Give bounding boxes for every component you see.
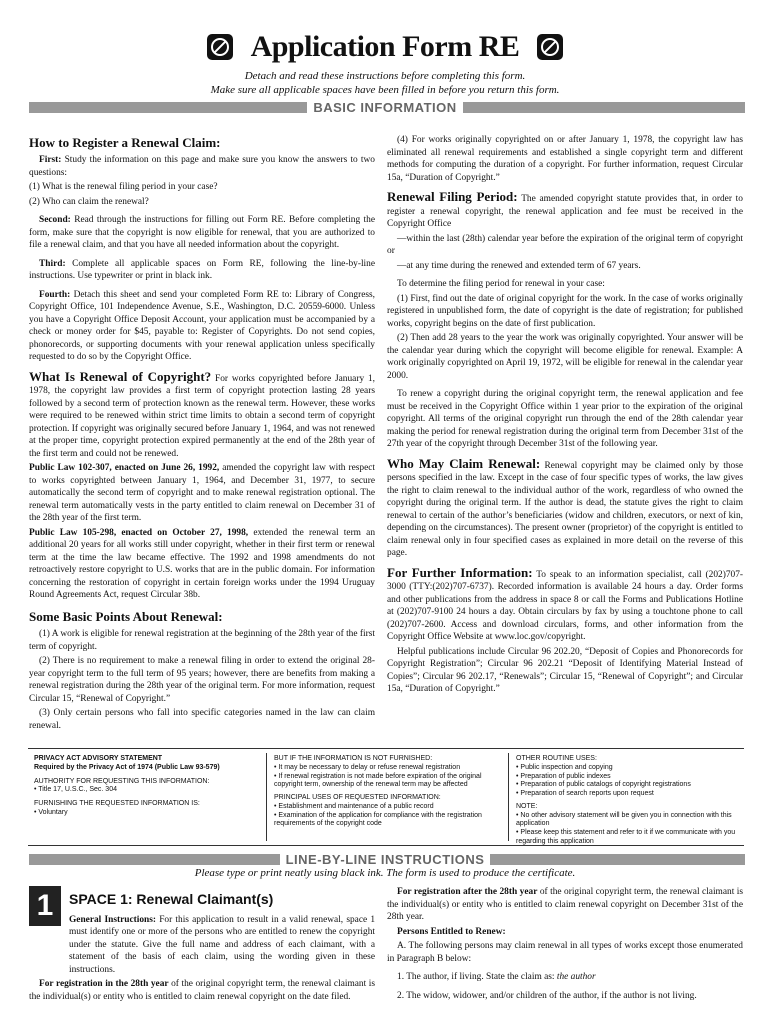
- filing-period-text-2: —within the last (28th) calendar year before the expiration of the original term of copyright or: [387, 233, 743, 256]
- principal-use-1: • Establishment and maintenance of a public record: [274, 802, 434, 810]
- not-furnished-item-2: • If renewal registration is not made before expiration of the original copyright term, ownership of the renewal term may be affected: [274, 772, 482, 789]
- copyright-logo-icon: [207, 34, 233, 60]
- furnishing-item: • Voluntary: [34, 808, 68, 816]
- space1-left-column: [29, 890, 375, 1005]
- filing-period-text-3: —at any time during the renewed and extended term of 67 years.: [397, 260, 641, 271]
- registration-28th-label: For registration in the 28th year: [39, 979, 169, 990]
- privacy-column-1: [34, 755, 256, 818]
- heading-renewal-filing-period: Renewal Filing Period:: [387, 189, 518, 204]
- section-title-line-by-line: LINE-BY-LINE INSTRUCTIONS: [280, 852, 491, 867]
- line-by-line-subtitle: Please type or print neatly using black ink. The form is used to produce the certificate.: [194, 867, 576, 879]
- basic-point-1: (1) A work is eligible for renewal registration at the beginning of the 28th year of the first term of copyright.: [29, 629, 375, 652]
- routine-use-1: • Public inspection and copying: [516, 763, 613, 771]
- person-1-claim: the author: [556, 972, 596, 982]
- space1-right-column: [387, 886, 743, 1004]
- second-text: Read through the instructions for filling out Form RE. Before completing the form, make sure that the copyright is now eligible for renewal, that you are authorized to file a renewal claim, and that you have all needed information about the copyright.: [29, 215, 376, 251]
- filing-period-text-5: (1) First, find out the date of original copyright for the work. In the case of works originally registered in unpublished form, the date of copyright is the date of registration; for published works, copyright begins on the date of first publication.: [387, 293, 743, 329]
- privacy-act-box: [28, 748, 744, 846]
- authority-item: • Title 17, U.S.C., Sec. 304: [34, 786, 117, 794]
- heading-basic-points: Some Basic Points About Renewal:: [29, 608, 223, 624]
- person-2: 2. The widow, widower, and/or children of the author, if the author is not living.: [397, 990, 697, 1001]
- registration-after-text: of the original copyright term, the renewal claimant is the individual(s) or entity who is entitled to claim renewal copyright on December 31st of the 28th year.: [387, 887, 744, 922]
- heading-further-information: For Further Information:: [387, 564, 533, 580]
- further-information-text: To speak to an information specialist, call (202)707-3000 (TTY:(202)707-6737). Recorded information is available 24 hours a day. Order forms and other publications from the address in space 8 or call the Forms and Publications Hotline at (202)707-9100 24 hours a day. Obtain circulars by fax by using a touchtone phone to call (202)707-2600. Access and download circulars, forms, and other information from the Copyright Office Website at www.loc.gov/copyright.: [387, 569, 743, 642]
- basic-point-2: (2) There is no requirement to make a renewal filing in order to extend the original 28-year copyright term to the full term of 95 years; however, there are benefits from making a renewal registration during the 28th year of the original term. For more information, request Circular 15, “Renewal of Copyright.”: [29, 656, 375, 704]
- fourth-label: Fourth:: [39, 289, 71, 300]
- third-text: Complete all applicable spaces on Form RE, following the line-by-line instructions. Use typewriter or print in black ink.: [29, 258, 376, 282]
- right-column: [387, 134, 743, 698]
- routine-use-2: • Preparation of public indexes: [516, 772, 611, 780]
- registration-28th-text: of the original copyright term, the renewal claimant is the individual(s) or entity who is entitled to claim renewal copyright on the date filed.: [29, 979, 376, 1002]
- routine-use-4: • Preparation of search reports upon request: [516, 790, 654, 797]
- question-1: (1) What is the renewal filing period in your case?: [29, 182, 218, 193]
- public-law-2-label: Public Law 105-298, enacted on October 27, 1998,: [29, 527, 249, 538]
- persons-entitled-heading: Persons Entitled to Renew:: [397, 926, 506, 937]
- privacy-subtitle: Required by the Privacy Act of 1974 (Public Law 93-579): [34, 763, 220, 771]
- helpful-publications-text: Helpful publications include Circular 96 202.20, “Deposit of Copies and Phonorecords for Copyright Registration”; Circular 96 202.21 “Deposit of Identifying Material Instead of Copies”; Circular 96 202.17, “Renewals”; Circular 15, “Renewal of Copyright”; and Circular 15a, “Duration of Copyright.”: [387, 646, 743, 694]
- filing-period-text-4: To determine the filing period for renewal in your case:: [397, 279, 605, 289]
- subtitle-line-1: Detach and read these instructions before completing this form.: [244, 70, 526, 82]
- not-furnished-heading: BUT IF THE INFORMATION IS NOT FURNISHED:: [274, 755, 433, 762]
- authority-heading: AUTHORITY FOR REQUESTING THIS INFORMATION:: [34, 777, 210, 785]
- page-title: Application Form RE: [250, 30, 520, 63]
- subtitle-line-2: Make sure all applicable spaces have been filled in before you return this form.: [210, 84, 560, 96]
- question-2: (2) Who can claim the renewal?: [29, 196, 149, 207]
- space1-title: SPACE 1: Renewal Claimant(s): [69, 891, 274, 907]
- form-header: [0, 30, 770, 64]
- second-label: Second:: [39, 215, 71, 226]
- general-instructions-text: For this application to result in a valid renewal, space 1 must identify one or more of the persons who are entitled to renew the copyright under the statute. Give the full name and address of each claimant, with a statement of the basis of each claim, using the wording given in these instructions.: [69, 914, 376, 975]
- heading-who-may-claim: Who May Claim Renewal:: [387, 455, 541, 471]
- privacy-column-2: [274, 755, 500, 829]
- person-1: 1. The author, if living. State the claim as:: [397, 972, 555, 982]
- routine-uses-heading: OTHER ROUTINE USES:: [516, 755, 597, 762]
- privacy-divider: [508, 753, 509, 841]
- filing-period-text-6: (2) Then add 28 years to the year the work was originally copyrighted. Your answer will be the calendar year during which the copyright will become eligible for renewal. Example: A work originally copyrighted on April 19, 1972, will be eligible for renewal in the calendar year 2000.: [387, 333, 743, 381]
- heading-how-to-register: How to Register a Renewal Claim:: [29, 135, 221, 150]
- section-title-basic-information: BASIC INFORMATION: [307, 100, 462, 115]
- privacy-divider: [266, 753, 267, 841]
- first-text: Study the information on this page and make sure you know the answers to two questions:: [29, 155, 375, 178]
- public-law-1-text: amended the copyright law with respect to works copyrighted between January 1, 1964, and December 31, 1977, to secure automatically the second term of copyright and to make renewal registration optional. The renewal term automatically vests in the party entitled to claim renewal on December 31 of the 28th year of the first term.: [29, 463, 376, 524]
- privacy-column-3: [516, 755, 740, 847]
- principal-uses-heading: PRINCIPAL USES OF REQUESTED INFORMATION:: [274, 794, 441, 801]
- third-label: Third:: [39, 258, 66, 269]
- routine-use-3: • Preparation of public catalogs of copyright registrations: [516, 781, 691, 789]
- public-law-1-label: Public Law 102-307, enacted on June 26, 1992,: [29, 463, 220, 474]
- renewal-text: For works copyrighted before January 1, 1978, the copyright law provides a first term of copyright protection lasting 28 years followed by a second term of protection known as the renewal term. However, these works were required to be renewed within strict time limits to obtain a second term of copyright protection. If copyright was originally secured before January 1, 1964, and was not renewed at the proper time, copyright protection expired permanently at the end of the 28th year of the first term and could not be renewed.: [29, 373, 375, 459]
- general-instructions-label: General Instructions:: [69, 914, 157, 925]
- basic-point-4: (4) For works originally copyrighted on or after January 1, 1978, the copyright law has eliminated all renewal requirements and established a single copyright term and different methods for computing the duration of a copyright. For further information, request Circular 15a, “Duration of Copyright.”: [387, 135, 743, 183]
- left-column: [29, 128, 375, 734]
- first-label: First:: [39, 155, 62, 166]
- fourth-text: Detach this sheet and send your completed Form RE to: Library of Congress, Copyright Office, 101 Independence Avenue, S.E., Washington, D.C. 20559-6000. Unless you have a Copyright Office Deposit Account, your application must be accompanied by a check or money order for $45, payable to: Register of Copyrights. Do not send copies, phonorecords, or supporting documents with your renewal application unless specifically requested to do so by the Copyright Office.: [29, 289, 376, 363]
- heading-what-is-renewal: What Is Renewal of Copyright?: [29, 368, 212, 384]
- copyright-logo-icon: [537, 34, 563, 60]
- section-bar-label-wrap: [0, 99, 770, 117]
- note-heading: NOTE:: [516, 802, 538, 810]
- principal-use-2: • Examination of the application for compliance with the registration requirements of the copyright code: [274, 811, 482, 828]
- basic-point-3: (3) Only certain persons who fall into specific categories named in the law can claim renewal.: [29, 708, 375, 731]
- furnishing-heading: FURNISHING THE REQUESTED INFORMATION IS:: [34, 800, 200, 807]
- paragraph-a: A. The following persons may claim renewal in all types of works except those enumerated in Paragraph B below:: [387, 941, 743, 964]
- note-item-1: • No other advisory statement will be given you in connection with this application: [516, 811, 732, 828]
- space-number-badge: 1: [29, 886, 61, 926]
- note-item-2: • Please keep this statement and refer to it if we communicate with you regarding this application: [516, 829, 736, 845]
- who-may-claim-text: Renewal copyright may be claimed only by those persons specified in the law. Except in the case of four specific types of works, the law gives the right to claim renewal to the individual author of the work, regardless of who owned the copyright during the original term. If the author is dead, the statute gives the right to claim renewal to certain of the author’s beneficiaries (widow and children, executors, or next of kin, depending on the circumstances). The present owner (proprietor) of the copyright is entitled to claim renewal only in four specified cases as explained in more detail on the reverse of this page.: [387, 460, 744, 558]
- filing-period-text-7: To renew a copyright during the original copyright term, the renewal application and fee must be received in the Copyright Office within 1 year prior to the expiration of the original copyright. All terms of the original copyright run through the end of the 28th calendar year making the period for renewal registration during the original term from December 31st of the 27th year of the copyright through December 31st of the following year.: [387, 389, 743, 449]
- filing-period-text-1: The amended copyright statute provides that, in order to register a renewal copyright, the renewal application and fee must be received in the Copyright Office: [387, 194, 743, 229]
- registration-after-label: For registration after the 28th year: [397, 887, 538, 897]
- not-furnished-item-1: • It may be necessary to delay or refuse renewal registration: [274, 763, 461, 771]
- privacy-title: PRIVACY ACT ADVISORY STATEMENT: [34, 755, 163, 762]
- public-law-2-text: extended the renewal term an additional 20 years for all works still under copyright, whether in their first term or renewal term at the time the law became effective. The 1992 and 1998 amendments do not retroactively restore copyright to U.S. works that are in the public domain. For information concerning the restoration of copyright in certain foreign works under the 1994 Uruguay Round Agreements Act, request Circular 38b.: [29, 527, 376, 601]
